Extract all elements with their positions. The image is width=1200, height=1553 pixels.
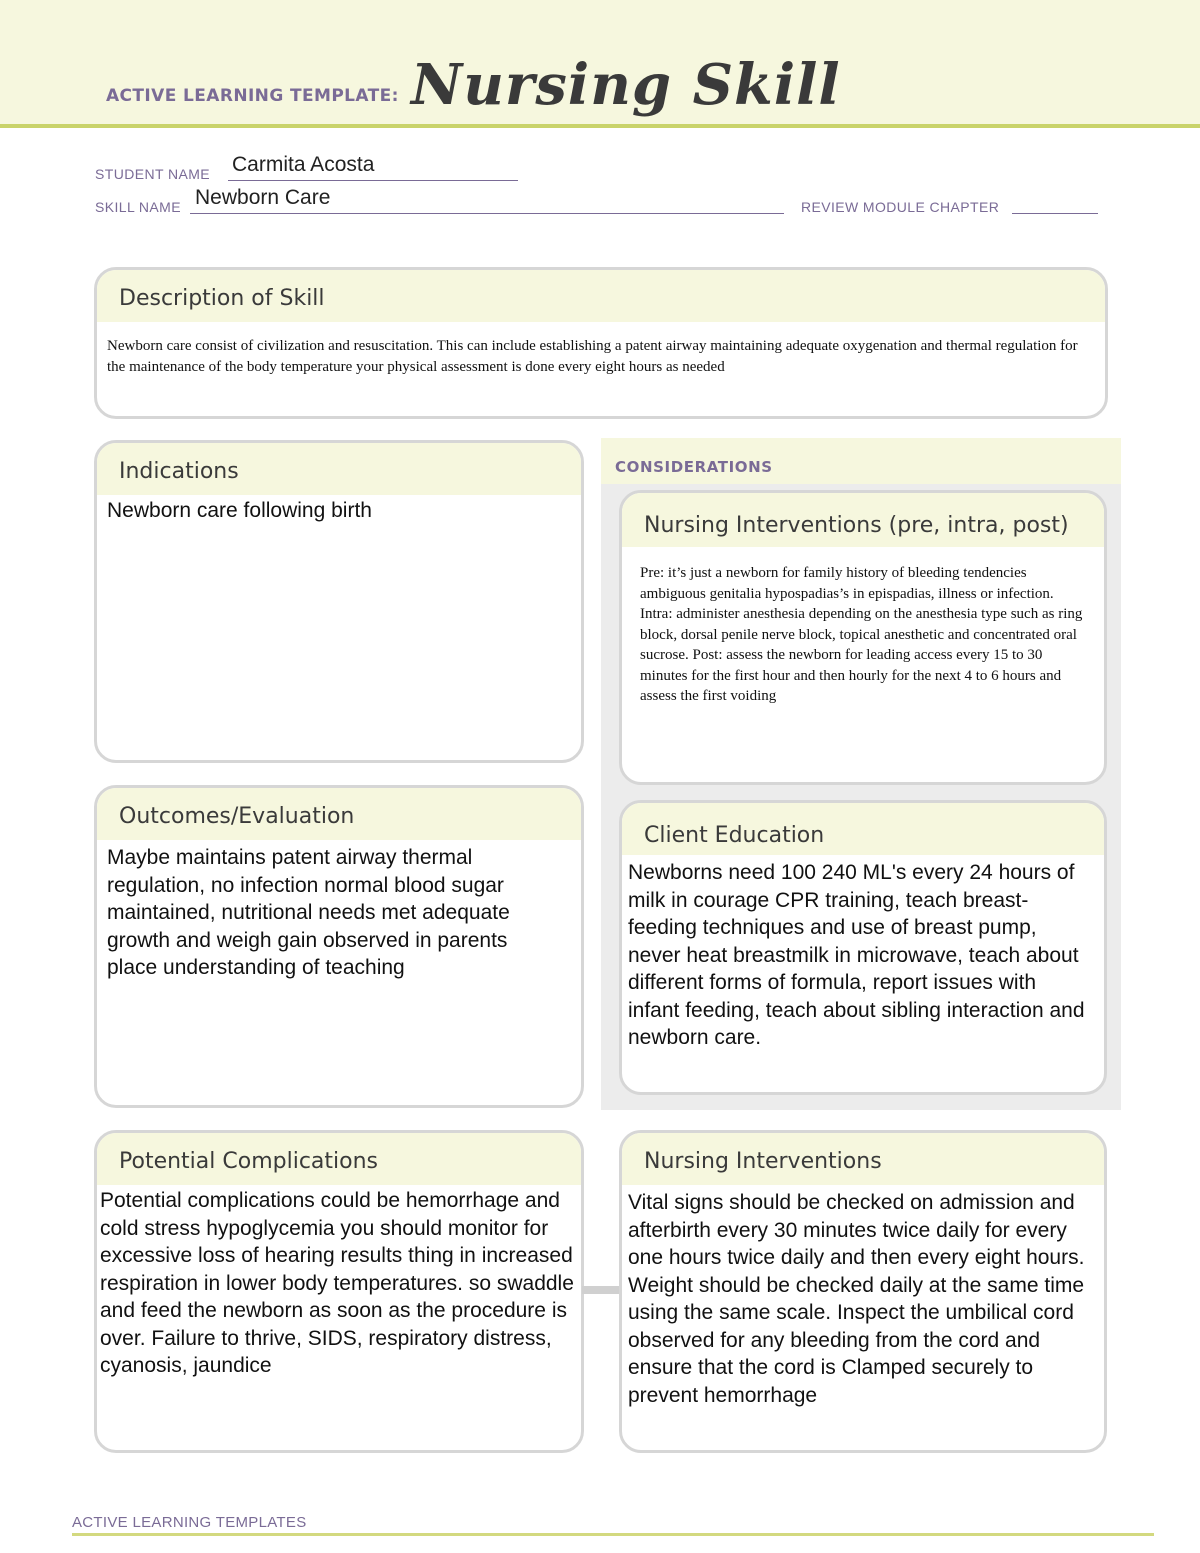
considerations-label: CONSIDERATIONS [615, 458, 773, 476]
nursing-interventions-pip-box [619, 490, 1107, 785]
student-name-line [228, 180, 518, 181]
skill-name-value[interactable]: Newborn Care [195, 186, 331, 209]
skill-name-label: SKILL NAME [95, 199, 181, 215]
indications-heading: Indications [97, 443, 581, 495]
nursing-interventions-heading: Nursing Interventions [622, 1133, 1104, 1185]
indications-box [94, 440, 584, 763]
description-box [94, 267, 1108, 419]
outcomes-box [94, 785, 584, 1108]
student-name-label: STUDENT NAME [95, 166, 210, 182]
student-name-row [95, 166, 210, 182]
footer-line [72, 1533, 1154, 1536]
outcomes-heading: Outcomes/Evaluation [97, 788, 581, 840]
complications-text[interactable]: Potential complications could be hemorrhage and cold stress hypoglycemia you should monitor for excessive loss of hearing results thing in increased respiration in lower body temperatures. so swaddle and feed the newborn as soon as the procedure is over. Failure to thrive, SIDS, respiratory distress, cyanosis, jaundice [100, 1189, 574, 1377]
review-module-label: REVIEW MODULE CHAPTER [801, 199, 1000, 215]
complications-heading: Potential Complications [97, 1133, 581, 1185]
nursing-interventions-pip-heading: Nursing Interventions (pre, intra, post) [622, 493, 1104, 547]
nursing-interventions-pip-text[interactable]: Pre: it’s just a newborn for family history of bleeding tendencies ambiguous genitalia hypospadias’s in epispadias, illness or infection. Intra: administer anesthesia depending on the anesthesia type such as ring block, dorsal penile nerve block, topical anesthetic and concentrated oral sucrose. Post: assess the newborn for leading access every 15 to 30 minutes for the first hour and then hourly for the next 4 to 6 hours and assess the first voiding [640, 565, 1083, 704]
description-text[interactable]: Newborn care consist of civilization and resuscitation. This can include establishing a patent airway maintaining adequate oxygenation and thermal regulation for the maintenance of the body temperature your physical assessment is done every eight hours as needed [107, 338, 1078, 375]
client-education-text[interactable]: Newborns need 100 240 ML's every 24 hours of milk in courage CPR training, teach breast-feeding techniques and use of breast pump, never heat breastmilk in microwave, teach about different forms of formula, report issues with infant feeding, teach about sibling interaction and newborn care. [628, 861, 1085, 1049]
complications-box [94, 1130, 584, 1453]
client-education-box [619, 800, 1107, 1095]
skill-name-line [190, 213, 784, 214]
skill-name-row [95, 199, 181, 215]
outcomes-text[interactable]: Maybe maintains patent airway thermal regulation, no infection normal blood sugar maintained, nutritional needs met adequate growth and weigh gain observed in parents place understanding of teaching [107, 846, 510, 979]
description-heading: Description of Skill [97, 270, 1105, 322]
nursing-interventions-text[interactable]: Vital signs should be checked on admission and afterbirth every 30 minutes twice daily for every one hours twice daily and then every eight hours. Weight should be checked daily at the same time using the same scale. Inspect the umbilical cord observed for any bleeding from the cord and ensure that the cord is Clamped securely to prevent hemorrhage [628, 1191, 1085, 1407]
student-name-value[interactable]: Carmita Acosta [232, 153, 375, 176]
connector-bar [582, 1286, 620, 1294]
page-title: Nursing Skill [411, 52, 841, 118]
footer-text: ACTIVE LEARNING TEMPLATES [72, 1514, 307, 1531]
template-label: ACTIVE LEARNING TEMPLATE: [106, 86, 399, 106]
review-module-row [801, 199, 999, 215]
indications-text[interactable]: Newborn care following birth [107, 499, 372, 522]
client-education-heading: Client Education [622, 803, 1104, 855]
nursing-interventions-box [619, 1130, 1107, 1453]
review-module-line [1012, 213, 1098, 214]
